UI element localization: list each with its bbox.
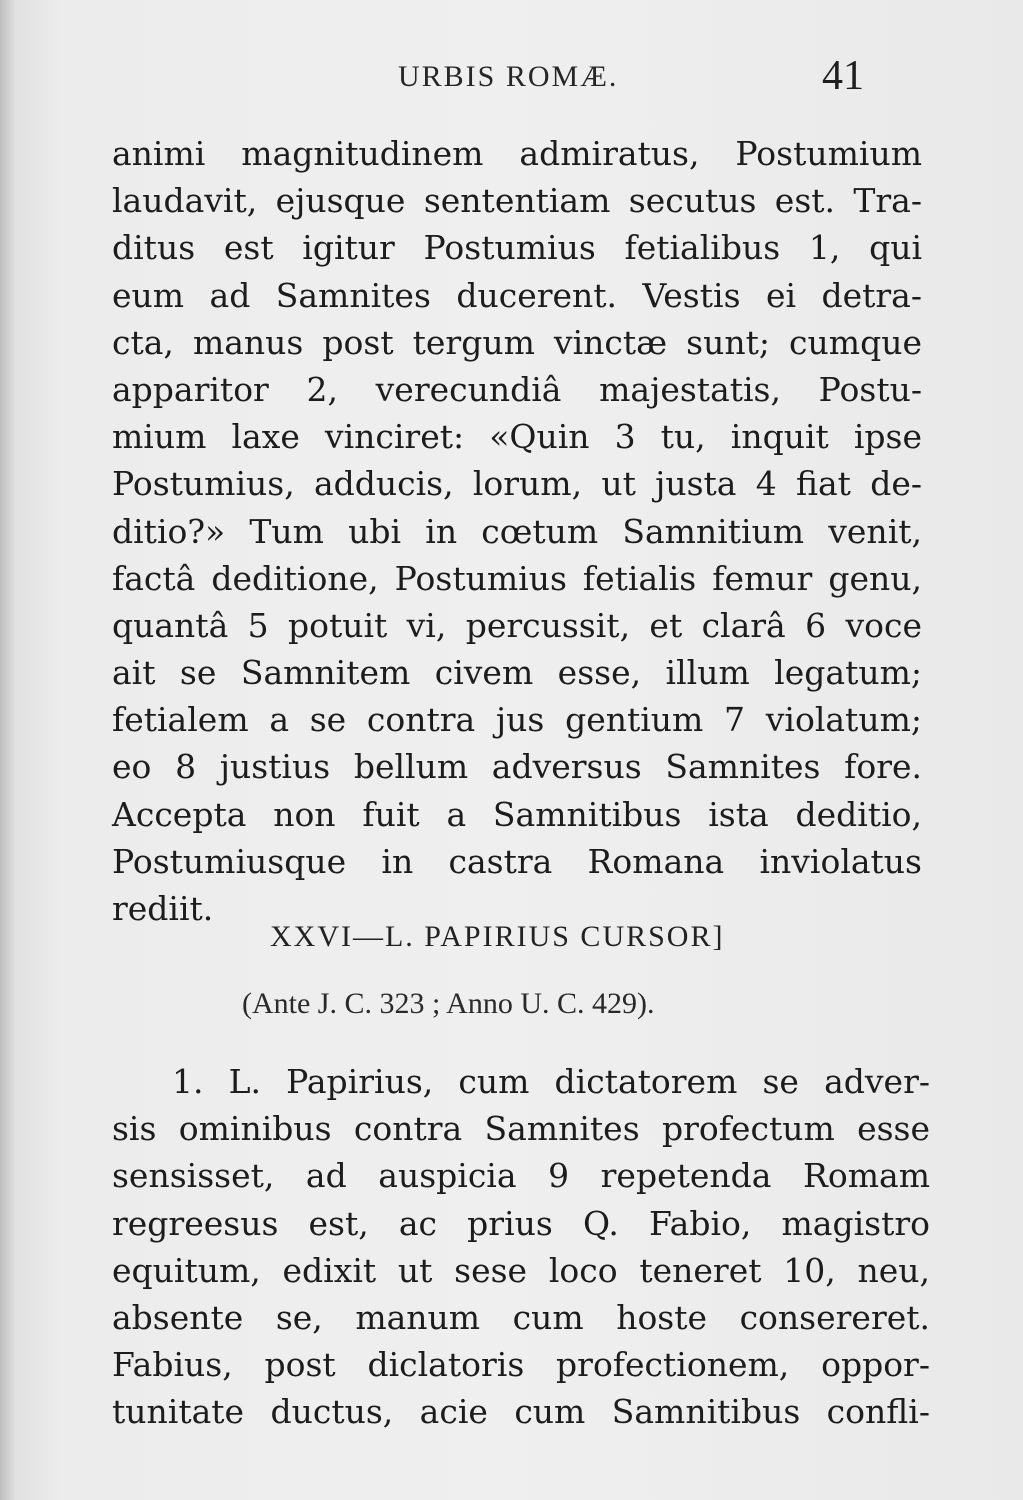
text-line: eum ad Samnites ducerent. Vestis ei detra- xyxy=(112,275,922,315)
text-line: sensisset, ad auspicia 9 repetenda Romam xyxy=(112,1156,930,1196)
page-header xyxy=(0,52,1023,102)
text-line: regreesus est, ac prius Q. Fabio, magistro xyxy=(112,1203,930,1243)
text-line: rediit. xyxy=(112,889,214,928)
text-line: Postumiusque in castra Romana inviolatus xyxy=(112,841,922,881)
text-line: Postumius, adducis, lorum, ut justa 4 fiat de- xyxy=(112,464,922,504)
text-line: 1. L. Papirius, cum dictatorem se adver- xyxy=(172,1062,930,1101)
text-line: Accepta non fuit a Samnitibus ista deditio, xyxy=(112,794,922,834)
page-gutter-shadow xyxy=(0,0,14,1500)
running-title: URBIS ROMÆ. xyxy=(398,60,619,93)
text-line: apparitor 2, verecundiâ majestatis, Postu- xyxy=(112,369,922,409)
text-line: quantâ 5 potuit vi, percussit, et clarâ 6 voce xyxy=(112,605,922,645)
page-number: 41 xyxy=(822,53,864,99)
text-line: animi magnitudinem admiratus, Postumium xyxy=(112,134,922,173)
text-line: fetialem a se contra jus gentium 7 violatum; xyxy=(112,700,922,740)
text-line: factâ deditione, Postumius fetialis femur genu, xyxy=(112,558,922,598)
text-line: laudavit, ejusque sententiam secutus est. Tra- xyxy=(112,181,922,221)
text-line: ditus est igitur Postumius fetialibus 1, qui xyxy=(112,228,922,268)
text-line: sis ominibus contra Samnites profectum esse xyxy=(112,1109,930,1149)
text-line: tunitate ductus, acie cum Samnitibus confli- xyxy=(112,1392,930,1432)
passage-1 xyxy=(112,130,922,932)
text-line: equitum, edixit ut sese loco teneret 10, neu, xyxy=(112,1250,930,1290)
section-heading: XXVI—L. PAPIRIUS CURSOR] xyxy=(270,920,725,953)
text-line: mium laxe vinciret: «Quin 3 tu, inquit ipse xyxy=(112,417,922,457)
text-line: cta, manus post tergum vinctæ sunt; cumque xyxy=(112,322,922,362)
text-line: Fabius, post diclatoris profectionem, oppor- xyxy=(112,1345,930,1385)
section-dates: (Ante J. C. 323 ; Anno U. C. 429). xyxy=(242,987,655,1020)
text-line: ait se Samnitem civem esse, illum legatum; xyxy=(112,653,922,693)
text-line: absente se, manum cum hoste consereret. xyxy=(112,1297,930,1337)
text-line: eo 8 justius bellum adversus Samnites fore. xyxy=(112,747,922,787)
passage-2 xyxy=(112,1058,930,1436)
text-line: ditio?» Tum ubi in cœtum Samnitium venit, xyxy=(112,511,922,551)
